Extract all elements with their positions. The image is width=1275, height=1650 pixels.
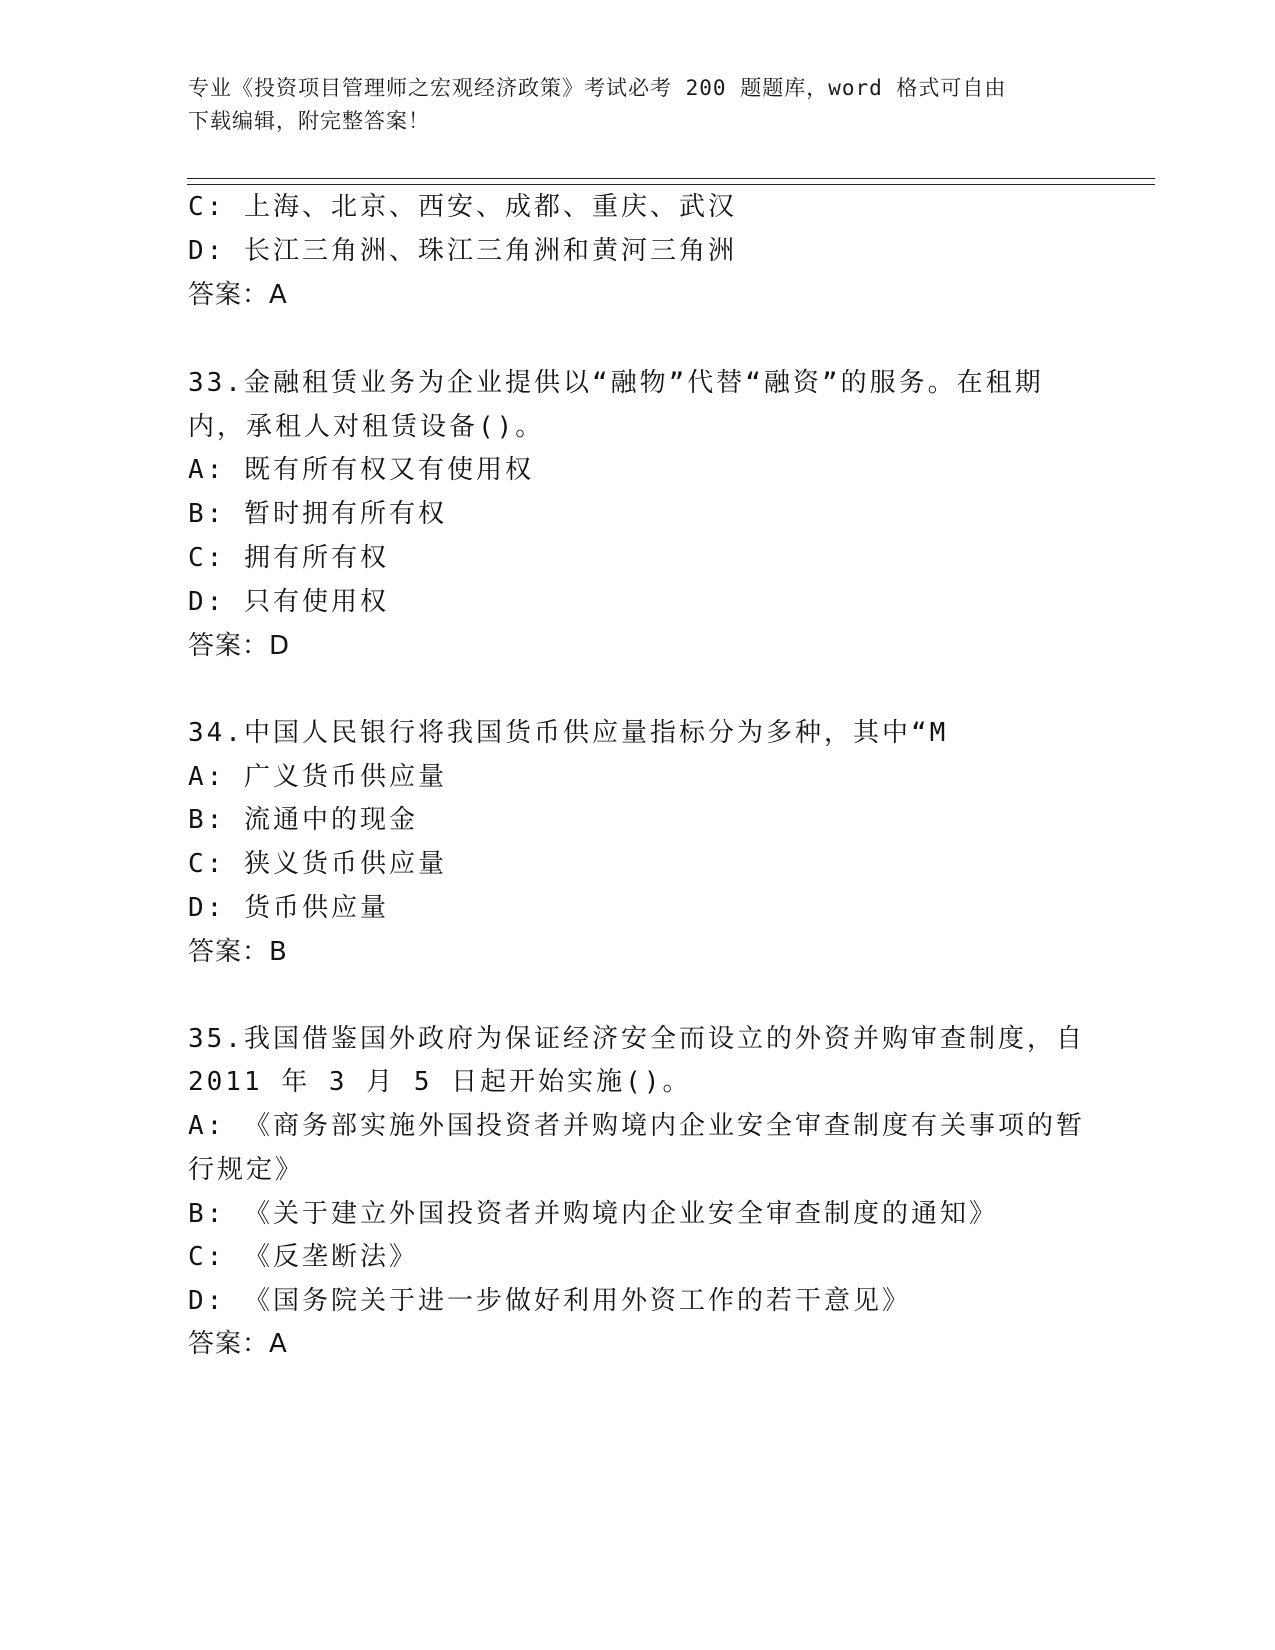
question-34-option-c: C: 狭义货币供应量: [188, 849, 447, 879]
question-33-stem-cont: 内，承租人对租赁设备()。: [188, 412, 545, 442]
question-33-option-d: D: 只有使用权: [188, 587, 389, 617]
option-c: C: 上海、北京、西安、成都、重庆、武汉: [188, 192, 737, 222]
header-divider-top: [187, 178, 1155, 179]
question-35-option-b: B: 《关于建立外国投资者并购境内企业安全审查制度的通知》: [188, 1199, 998, 1229]
question-34-answer: 答案：B: [188, 937, 288, 967]
question-35-option-a-cont: 行规定》: [188, 1155, 305, 1185]
header-divider-bottom: [187, 184, 1155, 185]
question-33-option-c: C: 拥有所有权: [188, 543, 389, 573]
question-33-stem: 33.金融租赁业务为企业提供以“融物”代替“融资”的服务。在租期: [188, 368, 1044, 398]
question-34-option-a: A: 广义货币供应量: [188, 762, 447, 792]
question-35-option-d: D: 《国务院关于进一步做好利用外资工作的若干意见》: [188, 1286, 911, 1316]
answer-label: 答案：A: [188, 280, 288, 310]
question-35-answer: 答案：A: [188, 1329, 288, 1359]
question-34-stem: 34.中国人民银行将我国货币供应量指标分为多种，其中“M: [188, 718, 949, 748]
header-line-1: 专业《投资项目管理师之宏观经济政策》考试必考 200 题题库，word 格式可自由: [188, 76, 1007, 100]
question-35-option-c: C: 《反垄断法》: [188, 1242, 418, 1272]
question-33-option-a: A: 既有所有权又有使用权: [188, 455, 534, 485]
option-d: D: 长江三角洲、珠江三角洲和黄河三角洲: [188, 236, 737, 266]
document-header: [188, 72, 1088, 138]
question-35-stem: 35.我国借鉴国外政府为保证经济安全而设立的外资并购审查制度，自: [188, 1024, 1085, 1054]
question-33-answer: 答案：D: [188, 631, 291, 661]
question-34-option-d: D: 货币供应量: [188, 893, 389, 923]
question-35-option-a: A: 《商务部实施外国投资者并购境内企业安全审查制度有关事项的暂: [188, 1111, 1085, 1141]
header-line-2: 下载编辑，附完整答案！: [188, 109, 430, 133]
question-34-option-b: B: 流通中的现金: [188, 805, 418, 835]
question-33-option-b: B: 暂时拥有所有权: [188, 499, 447, 529]
question-35-stem-cont: 2011 年 3 月 5 日起开始实施()。: [188, 1067, 692, 1097]
